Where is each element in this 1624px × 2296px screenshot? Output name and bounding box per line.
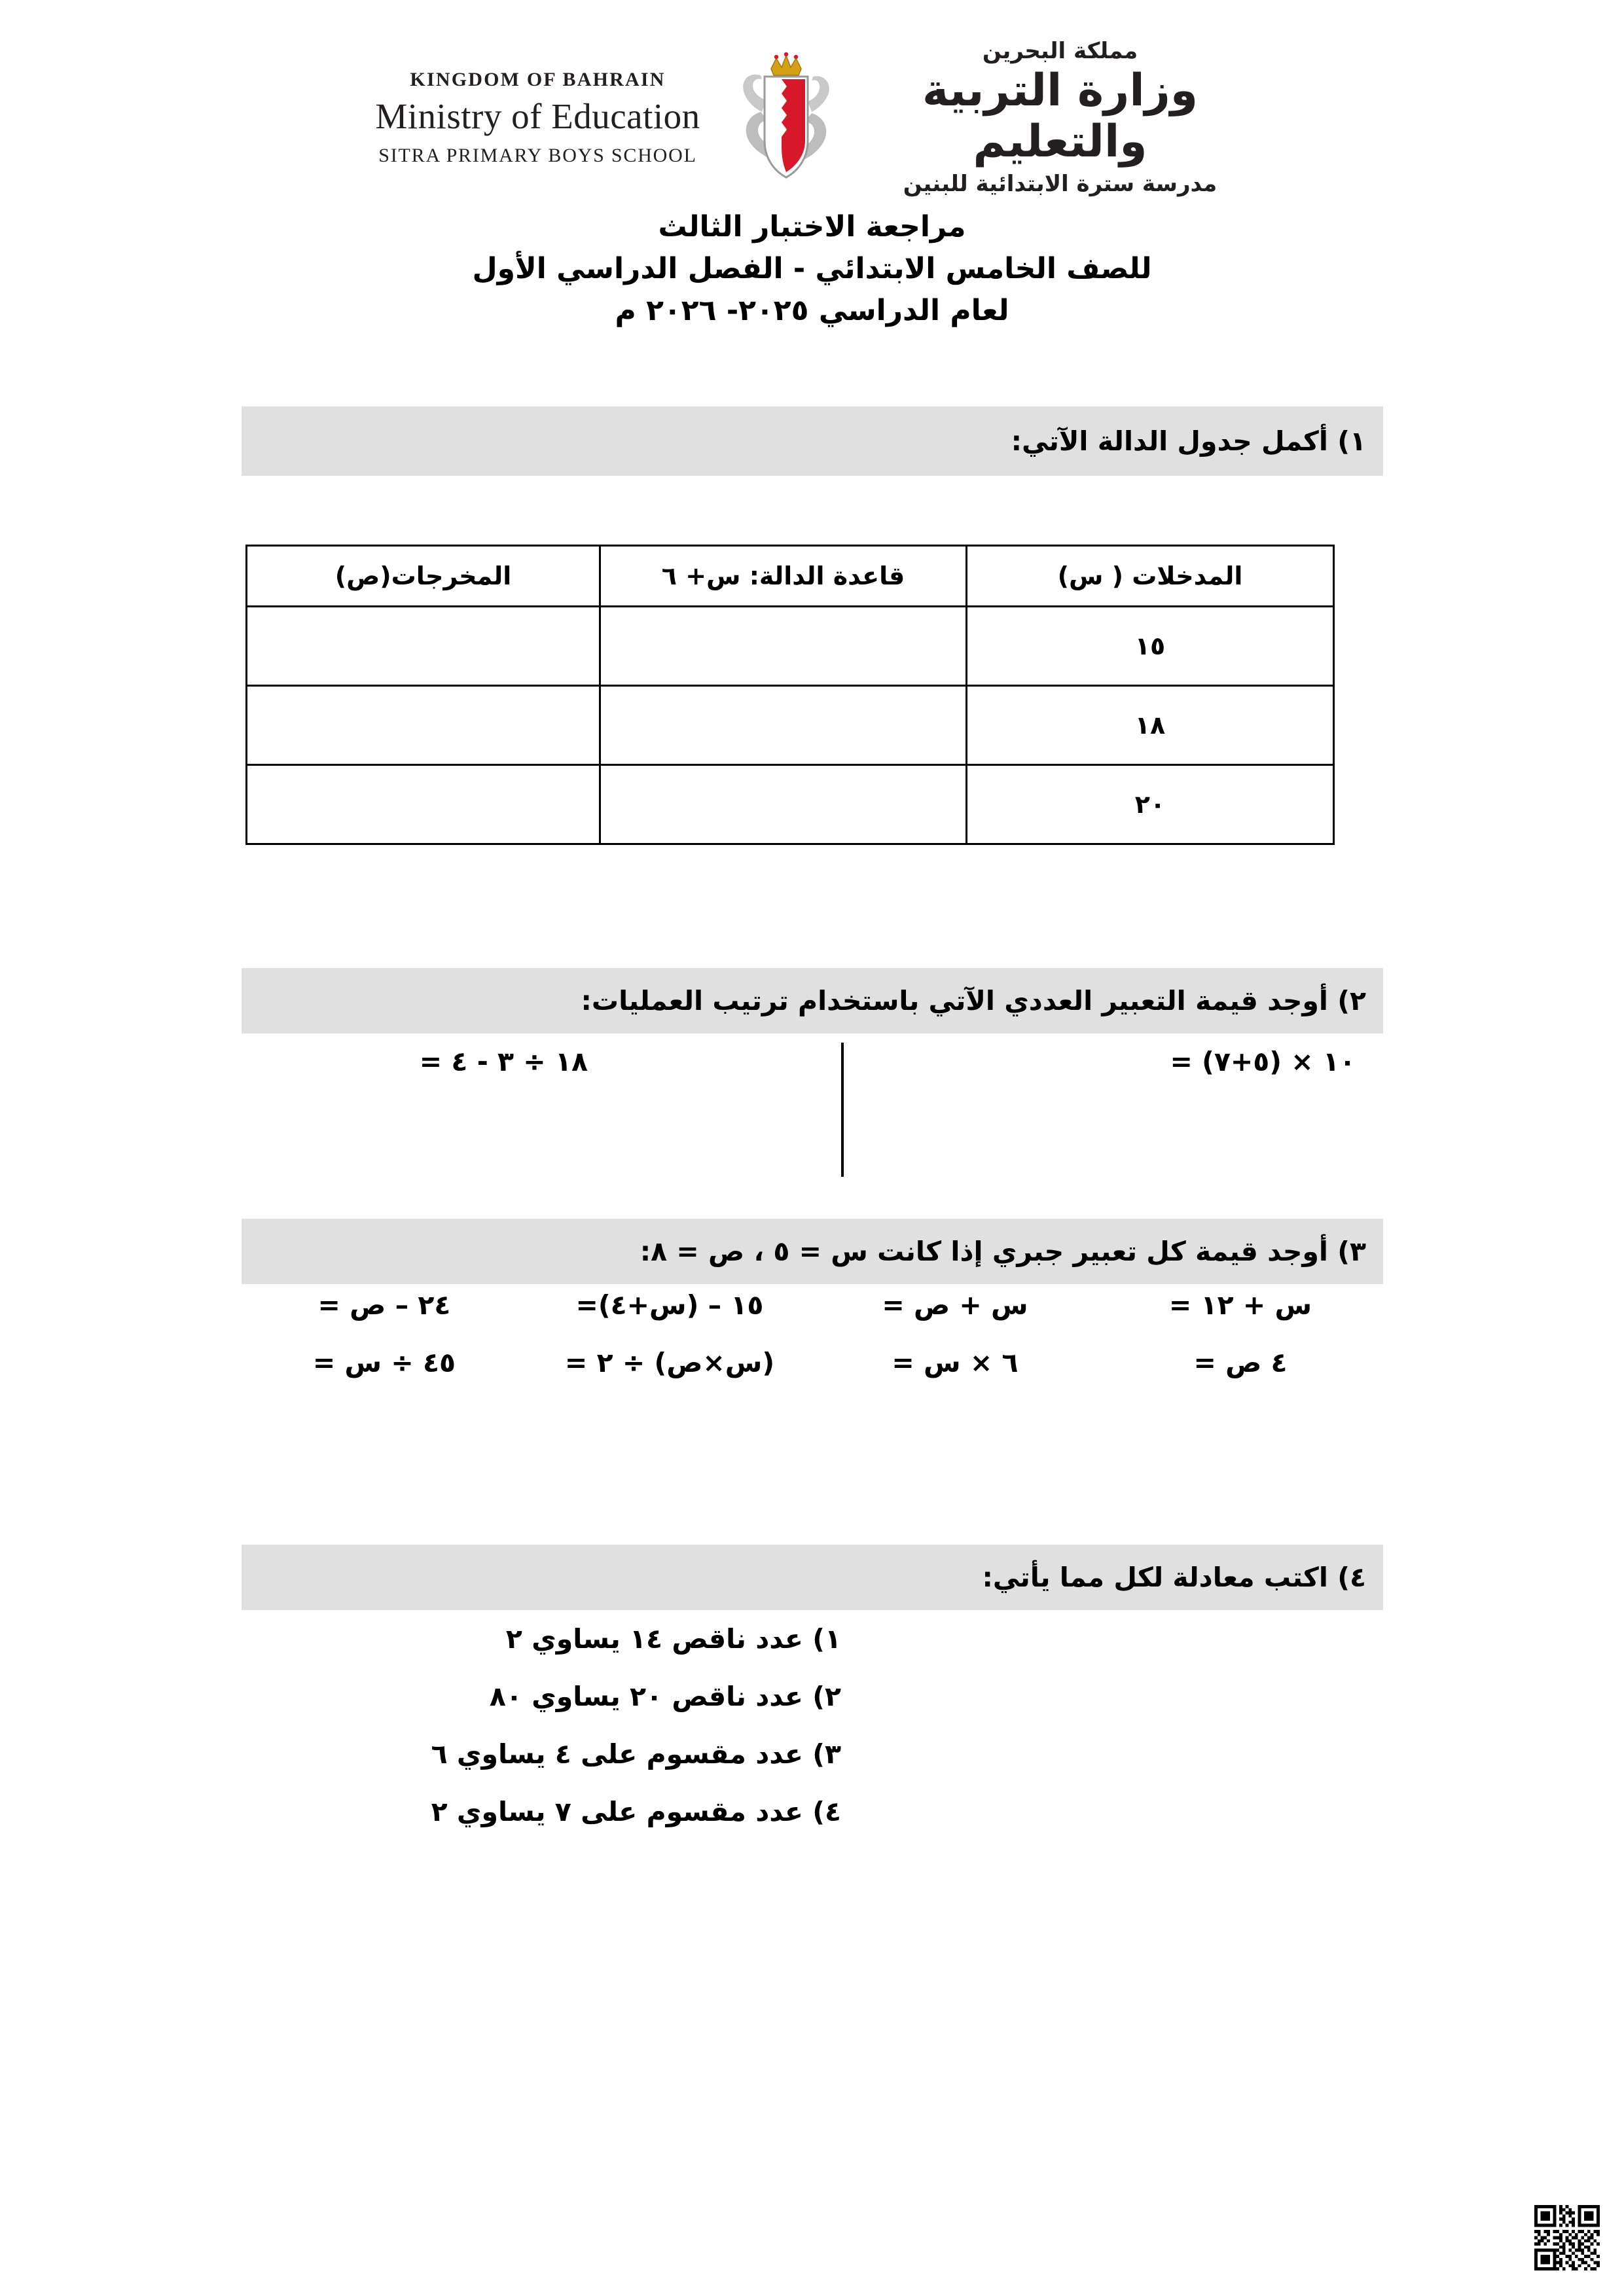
- question-3-expression-5: ٤ ص =: [1193, 1347, 1288, 1378]
- question-3-heading: ٣) أوجد قيمة كل تعبير جبري إذا كانت س = ٥ ، ص = ٨:: [640, 1236, 1366, 1267]
- question-3-row-1: [242, 1289, 1383, 1321]
- table-cell-input: ١٥: [967, 607, 1334, 686]
- question-2-heading: ٢) أوجد قيمة التعبير العددي الآتي باستخدام ترتيب العمليات:: [581, 985, 1366, 1016]
- question-3-expression-1: س + ١٢ =: [1168, 1289, 1312, 1321]
- question-2-expression-2: ١٨ ÷ ٣ - ٤ =: [419, 1046, 588, 1077]
- document-title: [0, 206, 1624, 331]
- table-header-outputs: المخرجات(ص): [247, 546, 600, 607]
- question-4-item-4: ٤) عدد مقسوم على ٧ يساوي ٢: [431, 1796, 841, 1827]
- table-cell-input: ١٨: [967, 686, 1334, 765]
- table-header-inputs: المدخلات ( س): [967, 546, 1334, 607]
- question-3-expression-3: ١٥ – (س+٤)=: [575, 1289, 764, 1321]
- title-line-3: لعام الدراسي ٢٠٢٥- ٢٠٢٦ م: [615, 293, 1009, 327]
- question-4-item-3: ٣) عدد مقسوم على ٤ يساوي ٦: [431, 1738, 841, 1770]
- table-row: [247, 686, 1334, 765]
- question-4-heading-band: [242, 1545, 1383, 1610]
- function-table: [245, 545, 1335, 845]
- question-2-heading-band: [242, 968, 1383, 1033]
- question-3-heading-band: [242, 1219, 1383, 1284]
- letterhead-ar-line1: مملكة البحرين: [982, 37, 1138, 64]
- table-cell-output[interactable]: [247, 686, 600, 765]
- question-4-answer-area: [242, 1623, 1383, 1854]
- table-cell-rule[interactable]: [600, 607, 967, 686]
- letterhead-en-line1: KINGDOM OF BAHRAIN: [410, 68, 666, 90]
- table-header-rule: قاعدة الدالة: س+ ٦: [600, 546, 967, 607]
- question-2-vertical-divider: [841, 1043, 844, 1177]
- title-line-2: للصف الخامس الابتدائي - الفصل الدراسي الأول: [472, 251, 1152, 285]
- question-1-heading-band: [242, 406, 1383, 476]
- bahrain-coat-of-arms-icon: [731, 49, 842, 187]
- question-3-row-2: [242, 1347, 1383, 1378]
- question-4-heading: ٤) اكتب معادلة لكل مما يأتي:: [982, 1562, 1366, 1593]
- letterhead-en-line3: SITRA PRIMARY BOYS SCHOOL: [378, 144, 697, 166]
- letterhead-english: [355, 68, 721, 168]
- table-cell-rule[interactable]: [600, 765, 967, 844]
- table-row: [247, 607, 1334, 686]
- letterhead-en-line2: Ministry of Education: [375, 96, 700, 137]
- question-4-item-1: ١) عدد ناقص ١٤ يساوي ٢: [505, 1623, 841, 1655]
- table-cell-output[interactable]: [247, 765, 600, 844]
- question-3-expression-6: ٦ × س =: [892, 1347, 1019, 1378]
- letterhead-ar-line3: مدرسة سترة الابتدائية للبنين: [903, 171, 1218, 198]
- table-cell-rule[interactable]: [600, 686, 967, 765]
- table-cell-input: ٢٠: [967, 765, 1334, 844]
- title-line-1: مراجعة الاختبار الثالث: [658, 210, 966, 243]
- table-header-row: [247, 546, 1334, 607]
- question-3-expression-2: س + ص =: [882, 1289, 1028, 1321]
- question-4-item-2: ٢) عدد ناقص ٢٠ يساوي ٨٠: [489, 1681, 841, 1712]
- question-3-expression-4: ٢٤ – ص =: [317, 1289, 451, 1321]
- question-2-answer-area: [242, 1034, 1383, 1185]
- letterhead-ar-line2: وزارة التربية والتعليم: [922, 64, 1199, 168]
- question-3-answer-area: [242, 1289, 1383, 1405]
- question-2-expression-1: ١٠ × (٥+٧) =: [1170, 1046, 1356, 1077]
- table-cell-output[interactable]: [247, 607, 600, 686]
- qr-code: [1534, 2205, 1600, 2270]
- question-3-expression-7: (س×ص) ÷ ٢ =: [564, 1347, 775, 1378]
- letterhead: [0, 36, 1624, 200]
- table-row: [247, 765, 1334, 844]
- question-1-heading: ١) أكمل جدول الدالة الآتي:: [1011, 425, 1366, 457]
- letterhead-arabic: [851, 39, 1270, 198]
- question-3-expression-8: ٤٥ ÷ س =: [312, 1347, 456, 1378]
